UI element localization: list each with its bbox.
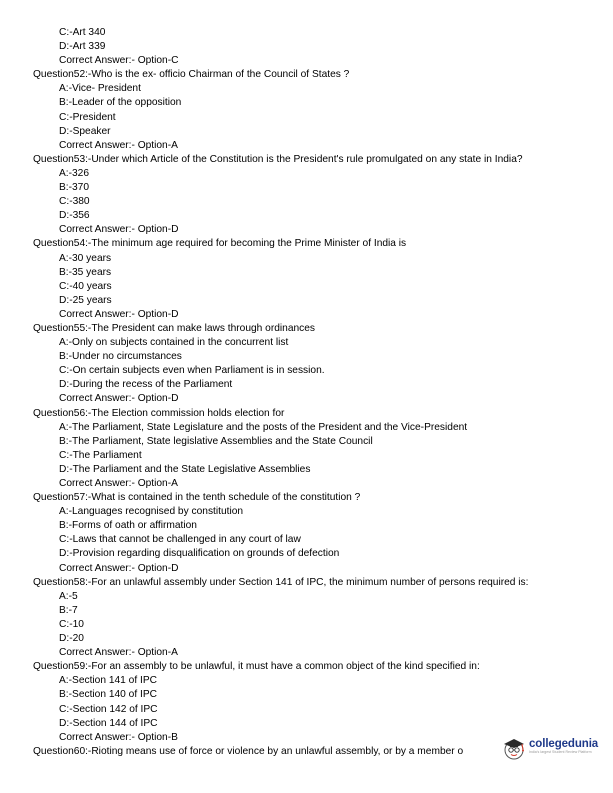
correct-answer: Correct Answer:- Option-A	[59, 478, 178, 489]
answer-option: C:-40 years	[59, 280, 112, 292]
answer-option: D:-Art 339	[59, 41, 106, 53]
correct-answer: Correct Answer:- Option-D	[59, 308, 179, 320]
correct-answer: Correct Answer:- Option-D	[59, 393, 179, 405]
answer-option: B:-370	[59, 182, 90, 194]
answer-option: C:-Laws that cannot be challenged in any court of law	[59, 534, 301, 546]
answer-option: A:-Section 141 of IPC	[59, 675, 157, 687]
answer-option: D:-356	[59, 210, 90, 222]
correct-answer: Correct Answer:- Option-A	[59, 647, 178, 659]
answer-option: B:-7	[59, 604, 78, 616]
logo-tagline: India's largest Student Review Platform	[529, 750, 592, 754]
answer-option: D:-20	[59, 633, 84, 645]
answer-option: A:-30 years	[59, 252, 112, 264]
answer-option: C:-The Parliament	[59, 449, 142, 461]
answer-option: C:-Art 340	[59, 27, 106, 38]
correct-answer: Correct Answer:- Option-D	[59, 562, 179, 574]
answer-option: B:-Under no circumstances	[59, 351, 182, 363]
question-text: Question55:-The President can make laws through ordinances	[33, 322, 316, 334]
correct-answer: Correct Answer:- Option-D	[59, 224, 179, 236]
answer-option: A:-Languages recognised by constitution	[59, 506, 244, 518]
answer-option: D:-During the recess of the Parliament	[59, 379, 233, 391]
answer-option: B:-The Parliament, State legislative Assemblies and the State Council	[59, 435, 373, 447]
logo-name: collegedunia	[529, 738, 599, 750]
question-text: Question52:-Who is the ex- officio Chairman of the Council of States ?	[33, 69, 350, 81]
question-text: Question60:-Rioting means use of force or violence by an unlawful assembly, or by a member o	[33, 745, 464, 757]
answer-option: C:-380	[59, 196, 90, 208]
answer-option: D:-Section 144 of IPC	[59, 717, 158, 729]
answer-option: C:-President	[59, 111, 116, 123]
answer-option: A:-326	[59, 167, 90, 179]
question-text: Question53:-Under which Article of the Constitution is the President's rule promulgated on any state in India?	[33, 153, 523, 165]
question-text: Question58:-For an unlawful assembly under Section 141 of IPC, the minimum number of persons required is:	[33, 576, 529, 588]
correct-answer: Correct Answer:- Option-A	[59, 139, 178, 151]
answer-option: C:-On certain subjects even when Parliament is in session.	[59, 365, 325, 377]
question-text: Question57:-What is contained in the tenth schedule of the constitution ?	[33, 492, 361, 504]
answer-option: B:-35 years	[59, 266, 112, 278]
answer-option: C:-Section 142 of IPC	[59, 703, 158, 715]
answer-option: D:-Provision regarding disqualification on grounds of defection	[59, 548, 340, 560]
collegedunia-logo	[501, 735, 613, 765]
answer-option: B:-Forms of oath or affirmation	[59, 520, 197, 532]
answer-option: A:-Only on subjects contained in the concurrent list	[59, 337, 289, 349]
answer-option: A:-The Parliament, State Legislature and the posts of the President and the Vice-President	[59, 421, 468, 433]
answer-option: D:-25 years	[59, 294, 112, 306]
question-document	[0, 26, 613, 759]
correct-answer: Correct Answer:- Option-C	[59, 55, 179, 67]
question-text: Question59:-For an assembly to be unlawful, it must have a common object of the kind specified in:	[33, 661, 480, 673]
answer-option: D:-Speaker	[59, 125, 111, 137]
answer-option: A:-5	[59, 590, 78, 602]
question-text: Question56:-The Election commission holds election for	[33, 407, 285, 419]
answer-option: A:-Vice- President	[59, 83, 141, 95]
correct-answer: Correct Answer:- Option-B	[59, 731, 178, 743]
answer-option: D:-The Parliament and the State Legislative Assemblies	[59, 463, 311, 475]
answer-option: B:-Section 140 of IPC	[59, 689, 157, 701]
answer-option: C:-10	[59, 618, 84, 630]
graduate-mascot-icon	[501, 735, 527, 761]
answer-option: B:-Leader of the opposition	[59, 97, 182, 109]
question-text: Question54:-The minimum age required for becoming the Prime Minister of India is	[33, 238, 407, 250]
